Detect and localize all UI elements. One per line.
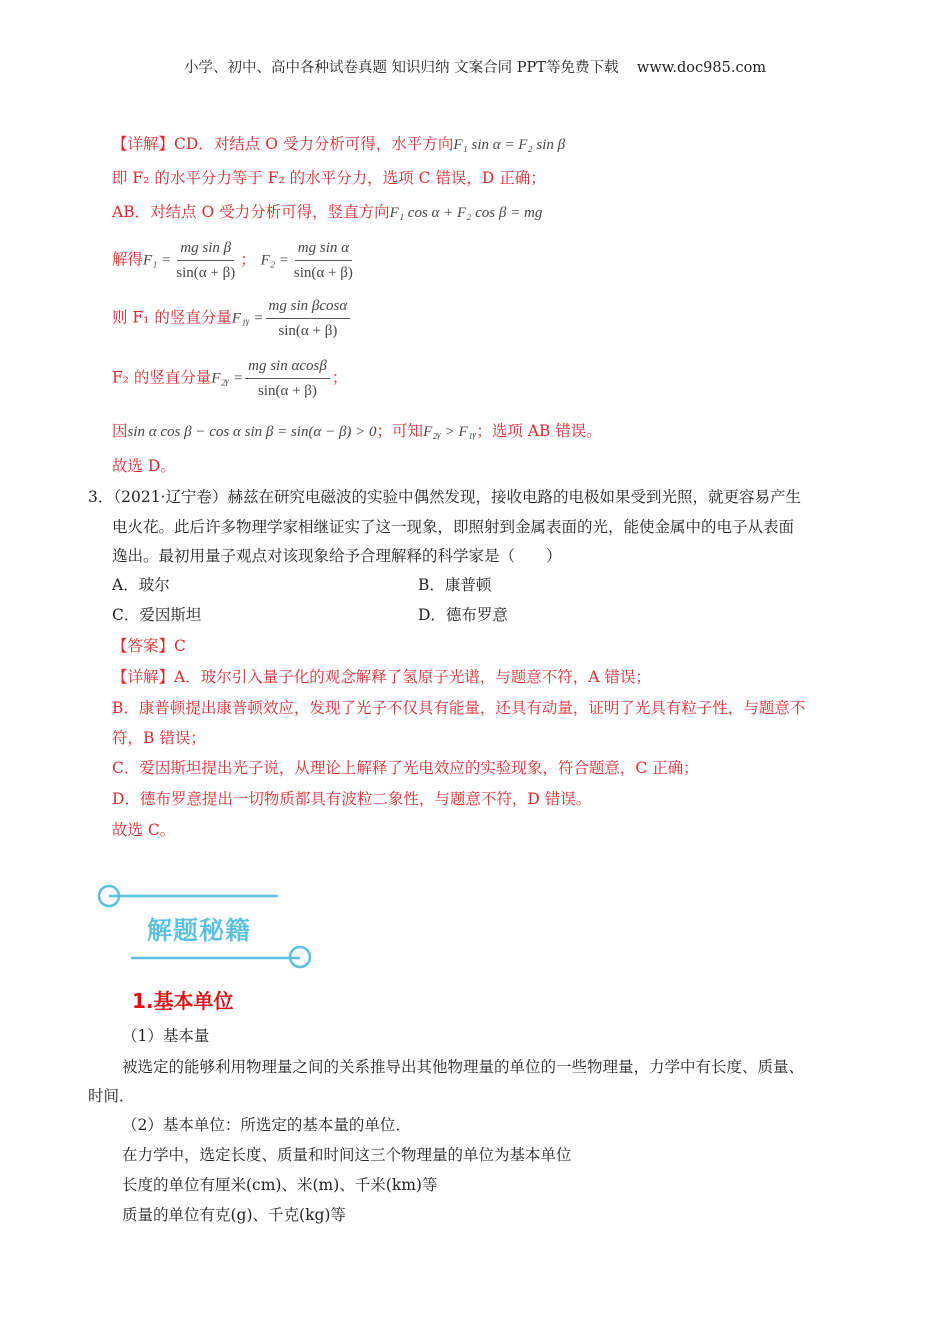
badge-title: 解题秘籍 [147,916,252,945]
numerator: mg sin α [295,238,352,261]
option-d: D．德布罗意 [418,606,508,624]
paragraph: 时间． [88,1087,135,1105]
detail-line-1 [112,134,565,155]
text: 解得 [112,250,144,269]
detail-line: B．康普顿提出康普顿效应，发现了光子不仅具有能量，还具有动量，证明了光具有粒子性，与题意不 [112,699,806,717]
detail-line-6 [112,356,347,401]
text: F₂ 的竖直分量 [112,368,212,387]
end: ； [331,368,348,387]
denominator: sin(α + β) [293,265,353,281]
fraction [173,238,238,283]
fraction [291,238,356,283]
denominator: sin(α + β) [257,383,317,399]
header-site: www.doc985.com [636,60,767,76]
denominator: sin(α + β) [278,323,338,339]
section-badge [95,880,315,972]
question-text: 3．（2021·辽宁卷）赫兹在研究电磁波的实验中偶然发现，接收电路的电极如果受到光照，就更容易产生 [88,488,801,506]
formula: F₁ cos α + F₂ cos β = mg [389,205,543,221]
formula: F₁ = [143,252,172,269]
detail-line: 【详解】A．玻尔引入量子化的观念解释了氢原子光谱，与题意不符，A 错误； [112,668,651,686]
fraction [245,356,330,401]
option-c: C．爱因斯坦 [112,606,202,624]
detail-line-4 [112,238,358,283]
text: ；可知 [376,422,424,440]
detail-line: 故选 C。 [112,821,176,839]
formula: F₁ᵧ = [231,310,264,327]
detail-line: D．德布罗意提出一切物质都具有波粒二象性，与题意不符，D 错误。 [112,790,592,808]
numerator: mg sin β [177,238,234,261]
question-text: 电火花。此后许多物理学家相继证实了这一现象，即照射到金属表面的光，能使金属中的电子从表面 [112,518,795,536]
text: 则 F₁ 的竖直分量 [112,308,232,327]
detail-line-7 [112,421,602,442]
detail-line: C．爱因斯坦提出光子说，从理论上解释了光电效应的实验现象，符合题意，C 正确； [112,759,699,777]
paragraph: 质量的单位有克(g)、千克(kg)等 [122,1206,346,1224]
formula: F₂ = [260,252,289,269]
paragraph: （2）基本单位：所选定的基本量的单位． [122,1116,411,1134]
detail-line-8: 故选 D。 [112,457,176,475]
answer: 【答案】C [112,637,186,655]
question-text: 逸出。最初用量子观点对该现象给予合理解释的科学家是（ ） [112,547,562,565]
detail-line-3 [112,202,542,223]
detail-line-5 [112,296,352,341]
paragraph: 长度的单位有厘米(cm)、米(m)、千米(km)等 [122,1176,438,1194]
paragraph: 被选定的能够利用物理量之间的关系推导出其他物理量的单位的一些物理量，力学中有长度、质量、 [122,1058,805,1076]
paragraph: （1）基本量 [122,1027,210,1045]
option-b: B．康普顿 [418,576,492,594]
denominator: sin(α + β) [176,265,236,281]
formula: F₁ sin α = F₂ sin β [453,137,566,153]
page-header [0,58,950,78]
header-text: 小学、初中、高中各种试卷真题 知识归纳 文案合同 PPT等免费下载 [183,60,619,76]
section-heading: 1.基本单位 [132,989,234,1013]
fraction [266,296,351,341]
detail-line: 符，B 错误； [112,729,206,747]
detail-line-2: 即 F₂ 的水平分力等于 F₂ 的水平分力，选项 C 错误，D 正确； [112,169,546,187]
paragraph: 在力学中，选定长度、质量和时间这三个物理量的单位为基本单位 [122,1146,572,1164]
formula: sin α cos β − cos α sin β = sin(α − β) > 0 [127,424,377,440]
text: ；选项 AB 错误。 [476,422,602,440]
sep: ； [240,250,256,269]
numerator: mg sin αcosβ [245,356,330,379]
formula: F₂ᵧ = [211,370,244,387]
text: 因 [112,422,128,440]
formula: F₂ᵧ > F₁ᵧ [423,424,477,440]
text: 【详解】CD．对结点 O 受力分析可得，水平方向 [112,135,454,153]
numerator: mg sin βcosα [266,296,351,319]
text: AB．对结点 O 受力分析可得，竖直方向 [112,203,390,221]
option-a: A．玻尔 [112,576,170,594]
